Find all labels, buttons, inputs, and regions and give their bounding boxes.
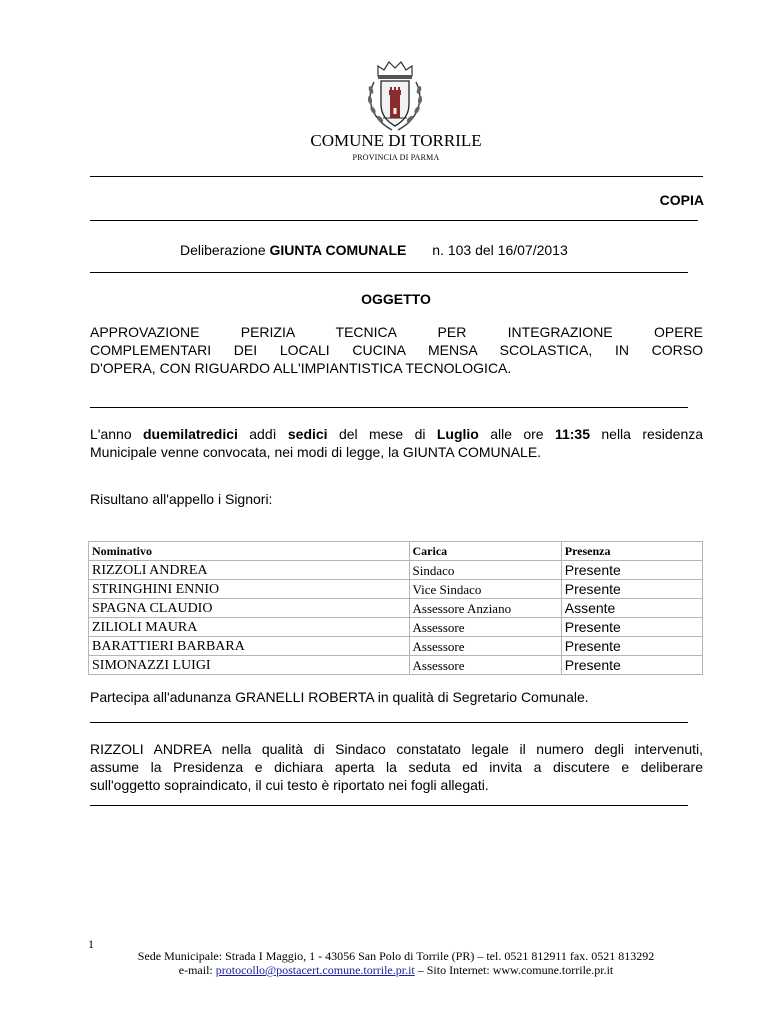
footer-website: – Sito Internet: www.comune.torrile.pr.it (414, 963, 614, 977)
member-role: Assessore Anziano (409, 599, 561, 618)
table-row (89, 580, 703, 599)
table-row (89, 656, 703, 675)
table-row (89, 637, 703, 656)
presidenza-line: assume la Presidenza e dichiara aperta la seduta ed invita a discutere e deliberare (90, 759, 703, 775)
member-name: SIMONAZZI LUIGI (89, 656, 410, 675)
member-role: Assessore (409, 656, 561, 675)
presidenza-line: sull'oggetto sopraindicato, il cui testo è riportato nei fogli allegati. (90, 777, 489, 793)
member-name: BARATTIERI BARBARA (89, 637, 410, 656)
divider (90, 220, 698, 221)
anno-text: nella residenza (590, 426, 704, 442)
member-name: STRINGHINI ENNIO (89, 580, 410, 599)
oggetto-line: D'OPERA, CON RIGUARDO ALL'IMPIANTISTICA TECNOLOGICA. (90, 360, 512, 376)
anno-paragraph-line: Municipale venne convocata, nei modi di legge, la GIUNTA COMUNALE. (90, 444, 542, 460)
footer-address: Sede Municipale: Strada I Maggio, 1 - 43056 San Polo di Torrile (PR) – tel. 0521 812911 fax. 0521 813292 (137, 949, 655, 963)
member-role: Assessore (409, 637, 561, 656)
member-role: Assessore (409, 618, 561, 637)
copia-label: COPIA (659, 192, 704, 208)
member-role: Sindaco (409, 561, 561, 580)
deliberazione-organ: GIUNTA COMUNALE (269, 242, 407, 258)
header-carica: Carica (409, 542, 561, 561)
comune-name: COMUNE DI TORRILE (310, 131, 482, 150)
header-presenza: Presenza (561, 542, 702, 561)
member-presence: Presente (561, 618, 702, 637)
members-table (88, 541, 703, 675)
divider (90, 722, 688, 723)
footer-email-link[interactable]: protocollo@postacert.comune.torrile.pr.it (215, 963, 415, 977)
anno-text: addì (237, 426, 288, 442)
deliberazione-line (180, 242, 568, 258)
anno-time: 11:35 (554, 426, 591, 442)
divider (90, 272, 688, 273)
table-row (89, 599, 703, 618)
anno-month: Luglio (436, 426, 479, 442)
member-name: RIZZOLI ANDREA (89, 561, 410, 580)
member-presence: Assente (561, 599, 702, 618)
provincia-name: PROVINCIA DI PARMA (352, 153, 440, 162)
partecipa-text: Partecipa all'adunanza GRANELLI ROBERTA in qualità di Segretario Comunale. (90, 689, 589, 705)
oggetto-title: OGGETTO (361, 291, 431, 307)
anno-paragraph-line (90, 426, 703, 443)
table-row (89, 618, 703, 637)
page-number: 1 (88, 937, 94, 951)
table-row (89, 561, 703, 580)
anno-text: alle ore (478, 426, 555, 442)
footer-contacts (0, 963, 770, 978)
table-header-row (89, 542, 703, 561)
deliberazione-prefix: Deliberazione (180, 242, 266, 258)
presidenza-line: RIZZOLI ANDREA nella qualità di Sindaco constatato legale il numero degli intervenuti, (90, 741, 703, 757)
member-presence: Presente (561, 637, 702, 656)
divider (90, 176, 703, 177)
anno-text: del mese di (327, 426, 437, 442)
member-presence: Presente (561, 580, 702, 599)
divider (90, 407, 688, 408)
member-name: SPAGNA CLAUDIO (89, 599, 410, 618)
member-name: ZILIOLI MAURA (89, 618, 410, 637)
oggetto-line: COMPLEMENTARI DEI LOCALI CUCINA MENSA SCOLASTICA, IN CORSO (90, 342, 703, 358)
divider (90, 805, 688, 806)
risultano-text: Risultano all'appello i Signori: (90, 491, 273, 507)
anno-text: L'anno (90, 426, 143, 442)
footer-email-label: e-mail: (178, 963, 216, 977)
member-presence: Presente (561, 561, 702, 580)
anno-day: sedici (287, 426, 328, 442)
member-presence: Presente (561, 656, 702, 675)
member-role: Vice Sindaco (409, 580, 561, 599)
anno-year: duemilatredici (142, 426, 238, 442)
oggetto-line: APPROVAZIONE PERIZIA TECNICA PER INTEGRAZIONE OPERE (90, 324, 703, 340)
coat-of-arms-icon (364, 58, 426, 134)
header-nominativo: Nominativo (89, 542, 410, 561)
deliberazione-number: n. 103 del 16/07/2013 (432, 242, 568, 258)
